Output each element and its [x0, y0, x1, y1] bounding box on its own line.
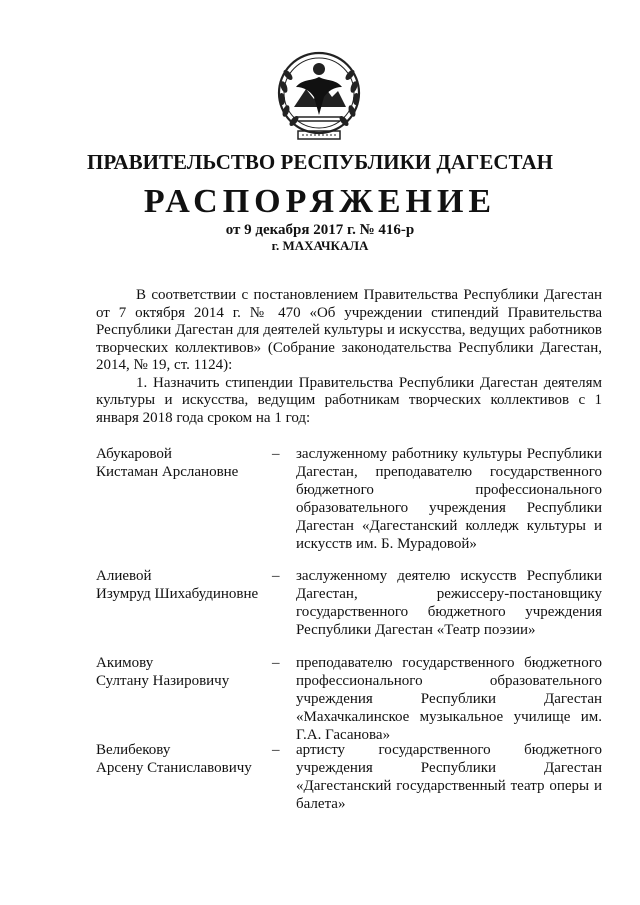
recipient-given-names: Султану Назировичу: [96, 673, 230, 689]
entry-dash: –: [272, 742, 280, 758]
clause-1-paragraph: 1. Назначить стипендии Правительства Республики Дагестан деятелям культуры и искусства, ведущим работникам творческих коллективов с 1 января 2018 года сроком на 1 год:: [96, 374, 602, 426]
dagestan-coat-of-arms-icon: [274, 47, 364, 145]
recipient-description: заслуженному деятелю искусств Республики Дагестан, режиссеру-постановщику государственного бюджетного учреждения Республики Дагестан «Театр поэзии»: [296, 568, 602, 638]
entry-dash: –: [272, 655, 280, 671]
recipient-name: [96, 445, 276, 481]
entry-dash: –: [272, 568, 280, 584]
recipient-surname: Акимову: [96, 655, 154, 671]
government-title: ПРАВИТЕЛЬСТВО РЕСПУБЛИКИ ДАГЕСТАН: [87, 150, 553, 174]
entry-dash: –: [272, 446, 280, 462]
recipient-given-names: Изумруд Шихабудиновне: [96, 586, 259, 602]
recipient-name: [96, 654, 276, 690]
recipient-surname: Абукаровой: [96, 446, 172, 462]
recipient-given-names: Кистаман Арслановне: [96, 464, 239, 480]
document-city: г. МАХАЧКАЛА: [271, 238, 369, 253]
recipient-description: артисту государственного бюджетного учреждения Республики Дагестан «Дагестанский государственный театр оперы и балета»: [296, 742, 602, 812]
recipient-name: [96, 567, 276, 603]
preamble-paragraph: В соответствии с постановлением Правительства Республики Дагестан от 7 октября 2014 г. № 470 «Об учреждении стипендий Правительства Республики Дагестан для деятелей культуры и искусства, ведущих работников творческих коллективов» (Собрание законодательства Республики Дагестан, 2014, № 19, ст. 1124):: [96, 287, 602, 373]
recipient-given-names: Арсену Станиславовичу: [96, 760, 252, 776]
recipient-name: [96, 741, 276, 777]
recipient-surname: Велибекову: [96, 742, 171, 758]
document-type-title: РАСПОРЯЖЕНИЕ: [143, 183, 497, 220]
recipient-description: преподавателю государственного бюджетного профессионального образовательного учреждения Республики Дагестан «Махачкалинское музыкальное училище им. Г.А. Гасанова»: [296, 655, 602, 743]
document-date-number: от 9 декабря 2017 г. № 416-р: [225, 222, 415, 238]
document-body: [96, 287, 602, 427]
recipient-surname: Алиевой: [96, 568, 152, 584]
recipient-description: заслуженному работнику культуры Республики Дагестан, преподавателю государственного бюджетного профессионального образовательного учреждения Республики Дагестан «Дагестанский колледж культуры и искусств им. Б. Мурадовой»: [296, 446, 602, 552]
